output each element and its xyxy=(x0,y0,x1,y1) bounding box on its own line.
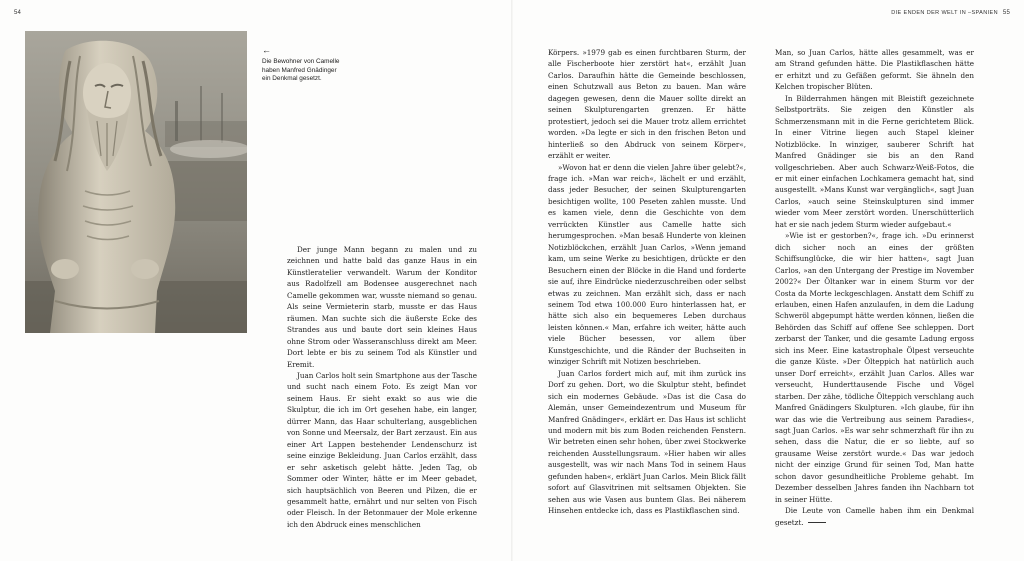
last-sentence: Die Leute von Camelle haben ihm ein Denkmal gesetzt. xyxy=(775,506,974,527)
paragraph: Körpers. »1979 gab es einen furchtbaren Sturm, der alle Fischerboote hier zerstört hat«, erzählt Juan Carlos. Daraufhin hätte die Gemeinde beschlossen, einen Schutzwall aus Beton zu bauen. Man wäre dagegen gewesen, denn die Mauer sollte direkt an seinen Skulpturengarten grenzen. Er hätte protestiert, jedoch sei die Mauer trotz allem errichtet worden. »Da legte er sich in den frischen Beton und hinterließ so den Abdruck von seinem Körper«, erzählt er weiter. xyxy=(548,48,746,161)
paragraph-last xyxy=(775,505,974,528)
photo-caption: Die Bewohner von Camelle haben Manfred Gnädinger ein Denkmal gesetzt. xyxy=(262,58,340,83)
end-mark xyxy=(808,522,826,523)
paragraph: Juan Carlos fordert mich auf, mit ihm zurück ins Dorf zu gehen. Dort, wo die Skulptur steht, befindet sich ein modernes Gebäude. »Das ist die Casa do Alemán, unser Gemeindezentrum und Museum für Manfred Gnädinger«, erklärt er. Das Haus ist schlicht und modern mit bis zum Boden reichenden Fenstern. Wir betreten einen sehr hohen, über zwei Stockwerke reichenden Ausstellungsraum. »Hier haben wir alles ausgestellt, was wir nach Mans Tod in seinem Haus gefunden haben«, erklärt Juan Carlos. Mein Blick fällt sofort auf Glasvitrinen mit seltsamen Objekten. Sie sehen aus wie Vasen aus buntem Glas. Bei näherem Hinsehen entdecke ich, dass es Plastikflaschen sind. xyxy=(548,368,746,516)
paragraph: In Bilderrahmen hängen mit Bleistift gezeichnete Selbstporträts. Sie zeigen den Künstler als Schmerzensmann mit in die Ferne gerichtetem Blick. In einer Vitrine liegen auch Stapel kleiner Notizblöcke. In winziger, sauberer Schrift hat Manfred Gnädinger sie bis an den Rand vollgeschrieben. Aber auch Schwarz-Weiß-Fotos, die er mit einer einfachen Lochkamera gemacht hat, sind ausgestellt. »Mans Kunst war vergänglich«, sagt Juan Carlos, »auch seine Steinskulpturen sind immer wieder vom Meer zerstört worden. Unerschütterlich hat er sie nach jedem Sturm wieder aufgebaut.« xyxy=(775,93,974,229)
paragraph: Juan Carlos holt sein Smartphone aus der Tasche und sucht nach einem Foto. Es zeigt Man vor seinem Haus. Er sieht exakt so aus wie die Skulptur, die ich im Ort gesehen habe, ein langer, dürrer Mann, das Haar schulterlang, ausgeblichen von Sonne und Meersalz, der Bart zerzaust. Ein aus einer Art Lappen bestehender Lendenschurz ist seine einzige Bekleidung. Juan Carlos erzählt, dass er sehr asketisch gelebt hätte. Jeden Tag, ob Sommer oder Winter, hätte er im Meer gebadet, sich hauptsächlich von Beeren und Pilzen, die er gesammelt hatte, ernährt und nur selten von Fisch oder Fleisch. In der Betonmauer der Mole erkenne ich den Abdruck eines menschlichen xyxy=(287,370,477,529)
paragraph: Man, so Juan Carlos, hätte alles gesammelt, was er am Strand gefunden hätte. Die Plastikflaschen hätte er erhitzt und zu Gefäßen geformt. Sie ähneln den Kelchen tropischer Blüten. xyxy=(775,48,974,92)
caption-arrow-icon: ← xyxy=(262,45,271,55)
text-column-2 xyxy=(548,47,746,517)
text-column-1 xyxy=(287,244,477,530)
paragraph: »Wie ist er gestorben?«, frage ich. »Du erinnerst dich sicher noch an eines der größten Schiffsunglücke, die wir hier hatten«, sagt Juan Carlos, »an den Untergang der Prestige im November 2002?« Der Öltanker war in einem Sturm vor der Costa da Morte leckgeschlagen. Anstatt dem Schiff zu erlauben, einen Hafen anzulaufen, in dem die Ladung Schweröl abgepumpt hätte werden können, ließen die Behörden das Schiff auf offene See schleppen. Dort zerbarst der Tanker, und die gesamte Ladung ergoss sich ins Meer. Eine katastrophale Ölpest verseuchte die ganze Küste. »Der Ölteppich hat natürlich auch unser Dorf erreicht«, erzählt Juan Carlos. Alles war verseucht, Hunderttausende Fische und Vögel starben. Der zähe, tödliche Ölteppich verschlang auch Manfred Gnädingers Skulpturen. »Ich glaube, für ihn war das wie die Vertreibung aus seinem Paradies«, sagt Juan Carlos. »Es war sehr schmerzhaft für ihn zu sehen, dass die Natur, die er so liebte, auf so grausame Weise zerstört wurde.« Das war jedoch nicht der einzige Grund für seinen Tod, Man hatte schon davor gesundheitliche Probleme gehabt. Im Dezember desselben Jahres fanden ihn Nachbarn tot in seiner Hütte. xyxy=(775,231,974,504)
text-column-3 xyxy=(775,47,974,528)
running-head: DIE ENDEN DER WELT IN –SPANIEN xyxy=(891,10,998,16)
statue-photo xyxy=(25,31,247,333)
page-number-right: 55 xyxy=(1002,10,1010,16)
paragraph: »Wovon hat er denn die vielen Jahre über gelebt?«, frage ich. »Man war reich«, lächelt er und erzählt, dass jeder Besucher, der seinen Skulpturengarten besichtigen wollte, 100 Peseten zahlen musste. Und es kamen viele, denn die Geschichte von dem verrückten Künstler aus Camelle hatte sich herumgesprochen. »Man besaß Hunderte von kleinen Notizblöckchen, erzählt Juan Carlos, »Wenn jemand kam, um seine Werke zu besichtigen, drückte er den Besuchern einen der Blöcke in die Hand und forderte sie auf, ihre Eindrücke niederzuschreiben oder selbst etwas zu zeichnen. Man erzählt sich, dass er nach seinem Tod etwa 100.000 Euro hinterlassen hat, er hätte sich also ein bequemeres Leben durchaus leisten können.« Man, erfahre ich weiter, hätte auch viele Bücher besessen, vor allem über Kunstgeschichte, und die Ränder der Buchseiten in winziger Schrift mit Notizen beschrieben. xyxy=(548,162,746,367)
page-number-left: 54 xyxy=(14,10,22,16)
page-gutter xyxy=(511,0,513,561)
paragraph: Der junge Mann begann zu malen und zu zeichnen und hatte bald das ganze Haus in ein Künstleratelier verwandelt. Warum der Konditor aus Radolfzell am Bodensee ausgerechnet nach Camelle gekommen war, wusste niemand so genau. Als seine Vermieterin starb, musste er das Haus räumen. Man suchte sich die äußerste Ecke des Strandes aus und baute dort sein kleines Haus ohne Strom oder Wasseranschluss direkt am Meer. Dort lebte er bis zu seinem Tod als Künstler und Eremit. xyxy=(287,245,477,369)
